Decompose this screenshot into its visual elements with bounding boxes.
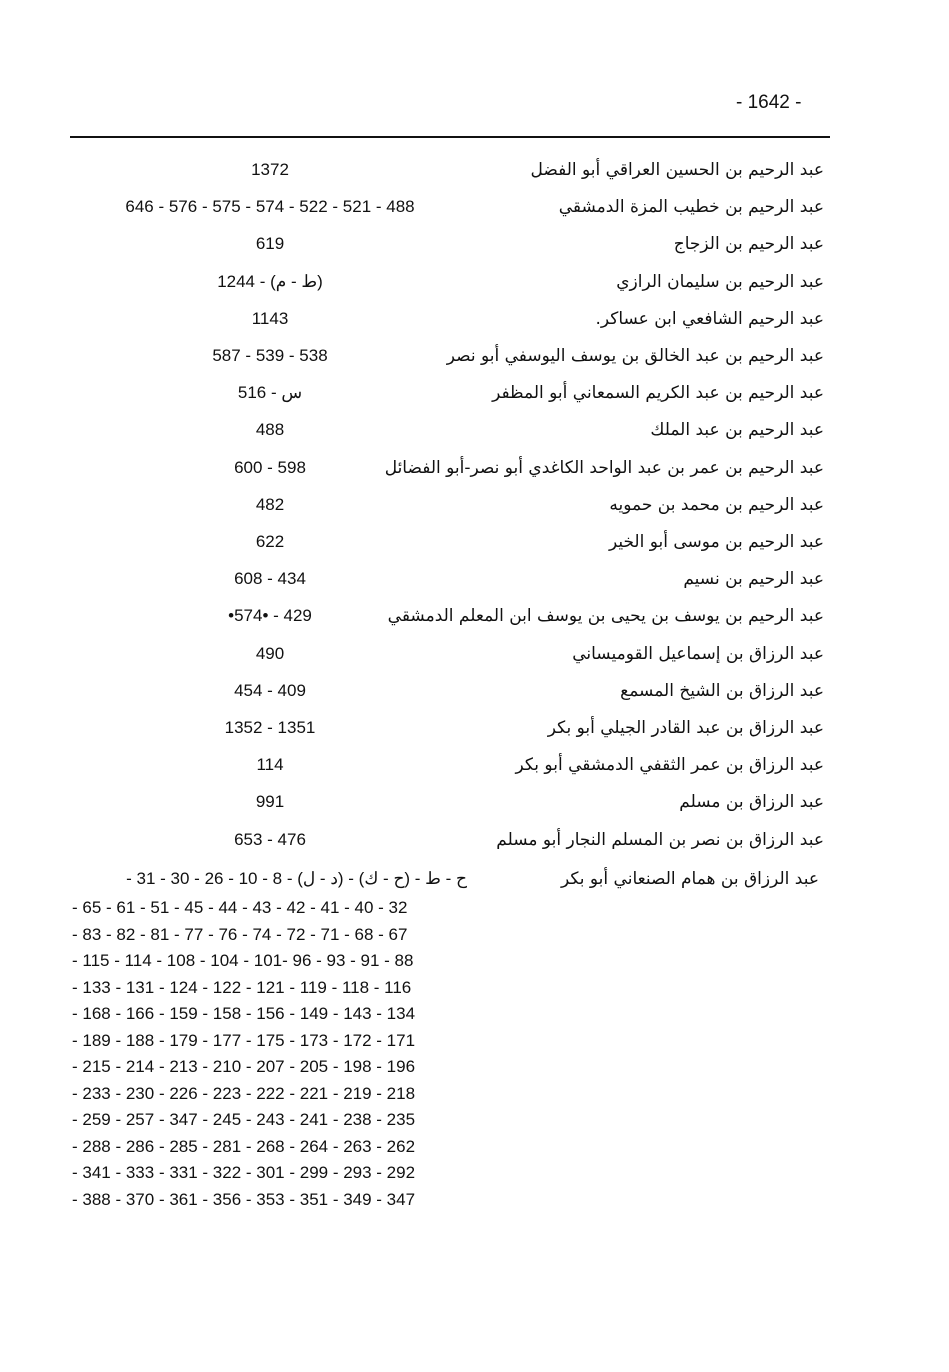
entry-name: عبد الرحيم بن محمد بن حمويه bbox=[609, 495, 824, 515]
entry-pages-line: - 288 - 286 - 285 - 281 - 268 - 264 - 263 - 262 bbox=[72, 1137, 416, 1156]
entry-pages-line: - 133 - 131 - 124 - 122 - 121 - 119 - 118 - 116 bbox=[72, 978, 412, 997]
entry-name: عبد الرزاق بن إسماعيل القوميساني bbox=[572, 644, 824, 664]
entry-name: عبد الرحيم بن موسى أبو الخير bbox=[608, 532, 824, 552]
entry-pages: 538 - 539 - 587 bbox=[212, 346, 328, 365]
entry-name: عبد الرزاق بن نصر بن المسلم النجار أبو مسلم bbox=[496, 830, 824, 850]
entry-pages-line: - 189 - 188 - 179 - 177 - 175 - 173 - 172 - 171 bbox=[72, 1031, 416, 1050]
entry-name: عبد الرزاق بن عبد القادر الجيلي أبو بكر bbox=[547, 718, 824, 738]
entry-name: عبد الرحيم بن عبد الكريم السمعاني أبو المظفر bbox=[492, 383, 824, 403]
entry-name: عبد الرحيم بن يوسف بن يحيى بن يوسف ابن المعلم الدمشقي bbox=[387, 606, 824, 626]
entry-pages: 598 - 600 bbox=[234, 458, 306, 477]
entry-pages-line: - 388 - 370 - 361 - 356 - 353 - 351 - 349 - 347 bbox=[72, 1190, 416, 1209]
entry-pages-line: - 83 - 82 - 81 - 77 - 76 - 74 - 72 - 71 - 68 - 67 bbox=[72, 925, 408, 944]
entry-pages: 409 - 454 bbox=[234, 681, 306, 700]
entry-pages: 488 - 521 - 522 - 574 - 575 - 576 - 646 bbox=[125, 197, 415, 216]
entry-name: عبد الرحيم بن نسيم bbox=[683, 569, 824, 589]
entry-name: عبد الرزاق بن مسلم bbox=[679, 792, 824, 812]
entry-pages-line: - 233 - 230 - 226 - 223 - 222 - 221 - 219 - 218 bbox=[72, 1084, 416, 1103]
entry-pages: 114 bbox=[256, 755, 284, 774]
entry-name: عبد الرزاق بن عمر الثقفي الدمشقي أبو بكر bbox=[515, 755, 824, 775]
entry-pages-first-line: ح - ط - (ح - ك) - (د - ل) - 8 - 10 - 26 - 30 - 31 - bbox=[126, 869, 467, 888]
entry-pages: 429 - •574• bbox=[228, 606, 312, 625]
entry-name: عبد الرحيم بن عمر بن عبد الواحد الكاغدي أبو نصر-أبو الفضائل bbox=[384, 458, 824, 478]
entry-pages: 434 - 608 bbox=[234, 569, 306, 588]
entry-pages: 1372 bbox=[251, 160, 289, 179]
entry-name: عبد الرحيم بن الزجاج bbox=[673, 234, 824, 254]
entry-name: عبد الرزاق بن الشيخ المسمع bbox=[620, 681, 824, 701]
entry-pages: 476 - 653 bbox=[234, 830, 306, 849]
entry-name: عبد الرحيم الشافعي ابن عساكر. bbox=[595, 309, 824, 329]
entry-pages: 622 bbox=[255, 532, 285, 551]
entry-pages: 482 bbox=[255, 495, 285, 514]
entry-name: عبد الرحيم بن الحسين العراقي أبو الفضل bbox=[530, 160, 824, 180]
entry-name: عبد الرحيم بن خطيب المزة الدمشقي bbox=[558, 197, 824, 217]
entry-name: عبد الرحيم بن عبد الملك bbox=[650, 420, 824, 440]
entry-pages-line: - 341 - 333 - 331 - 322 - 301 - 299 - 293 - 292 bbox=[72, 1163, 416, 1182]
entry-pages: 1351 - 1352 bbox=[224, 718, 316, 737]
entry-pages: 490 bbox=[255, 644, 285, 663]
entry-pages: (ط - م) - 1244 bbox=[217, 272, 323, 291]
entry-pages-line: - 259 - 257 - 347 - 245 - 243 - 241 - 238 - 235 bbox=[72, 1110, 416, 1129]
entry-pages-line: - 215 - 214 - 213 - 210 - 207 - 205 - 198 - 196 bbox=[72, 1057, 416, 1076]
header-rule bbox=[70, 136, 830, 138]
entry-name: عبد الرحيم بن عبد الخالق بن يوسف اليوسفي أبو نصر bbox=[446, 346, 824, 366]
entry-pages-line: - 65 - 61 - 51 - 45 - 44 - 43 - 42 - 41 - 40 - 32 bbox=[72, 898, 408, 917]
entry-name: عبد الرحيم بن سليمان الرازي bbox=[616, 272, 824, 292]
entry-pages-line: - 168 - 166 - 159 - 158 - 156 - 149 - 143 - 134 bbox=[72, 1004, 416, 1023]
entry-pages: س - 516 bbox=[237, 383, 303, 402]
page-number: - 1642 - bbox=[736, 92, 802, 113]
entry-pages: 488 bbox=[255, 420, 285, 439]
entry-pages-line: - 115 - 114 - 108 - 104 - 101- 96 - 93 - 91 - 88 bbox=[72, 951, 414, 970]
entry-pages: 1143 bbox=[251, 309, 289, 328]
entry-pages: 991 bbox=[255, 792, 285, 811]
entry-pages: 619 bbox=[255, 234, 285, 253]
entry-name: عبد الرزاق بن همام الصنعاني أبو بكر bbox=[561, 869, 819, 889]
